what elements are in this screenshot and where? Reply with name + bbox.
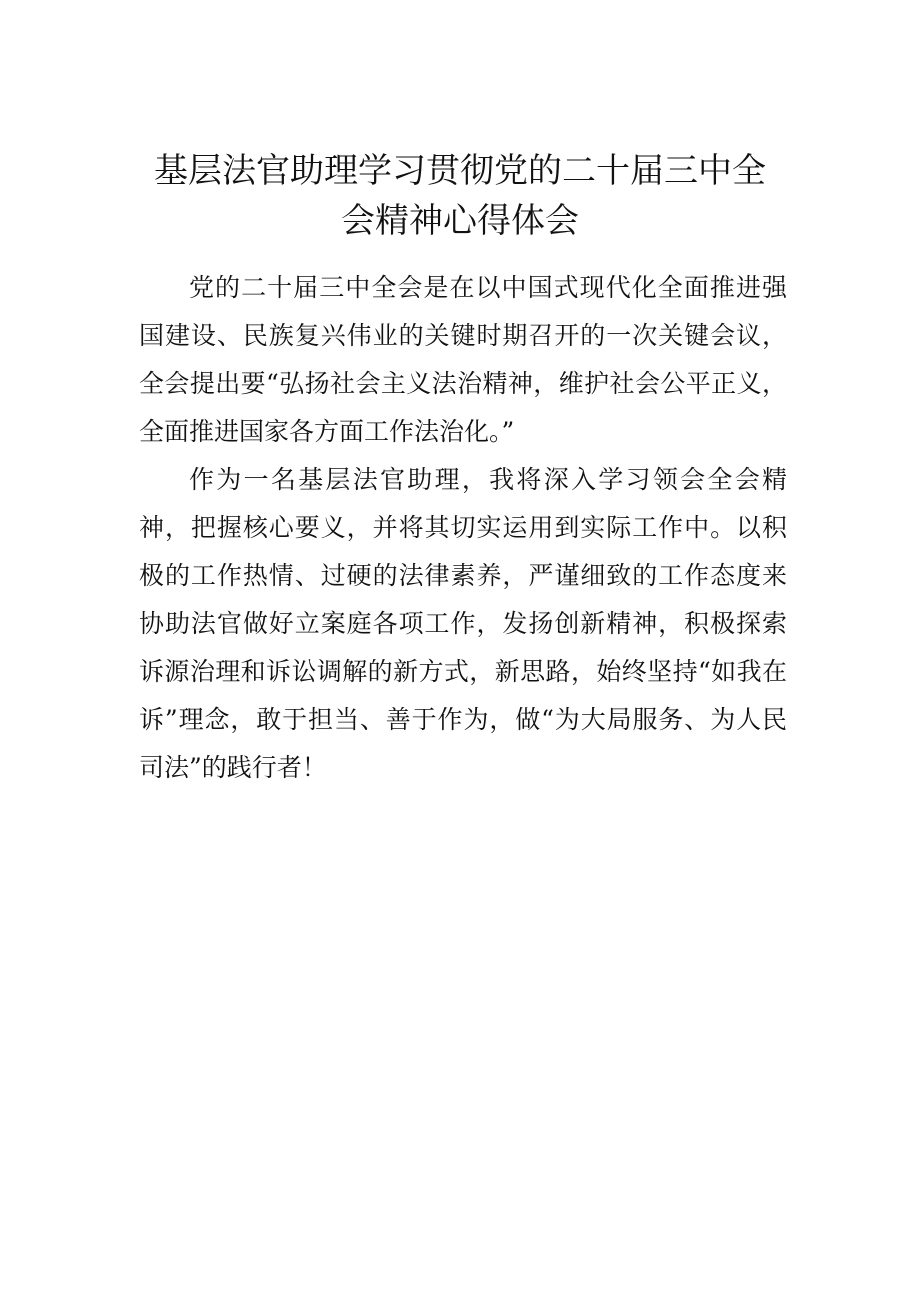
title-line-1: 基层法官助理学习贯彻党的二十届三中全 <box>154 151 766 191</box>
paragraph-2: 作为一名基层法官助理，我将深入学习领会全会精神，把握核心要义，并将其切实运用到实际工作中。以积极的工作热情、过硬的法律素养，严谨细致的工作态度来协助法官做好立案庭各项工作，发扬创新精神，积极探索诉源治理和诉讼调解的新方式，新思路，始终坚持“如我在诉”理念，敢于担当、善于作为，做“为大局服务、为人民司法”的践行者！ <box>139 465 787 782</box>
document-title <box>0 146 920 246</box>
document-body <box>139 264 787 792</box>
title-line-2: 会精神心得体会 <box>341 201 579 241</box>
paragraph-1: 党的二十届三中全会是在以中国式现代化全面推进强国建设、民族复兴伟业的关键时期召开的一次关键会议，全会提出要“弘扬社会主义法治精神，维护社会公平正义，全面推进国家各方面工作法治化。” <box>139 273 787 446</box>
